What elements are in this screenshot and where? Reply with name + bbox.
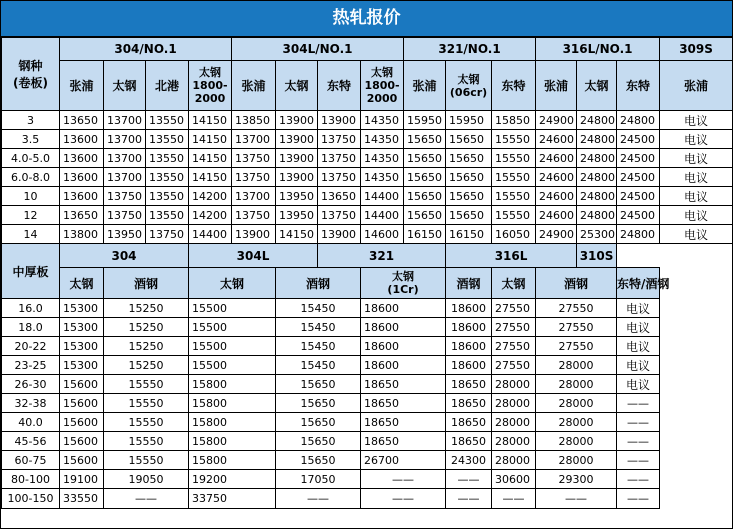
price-cell: 28000 — [536, 432, 617, 451]
price-cell: 13600 — [60, 149, 104, 168]
price-cell: 24500 — [617, 187, 660, 206]
grade-header: 309S — [660, 38, 733, 61]
row-label: 12 — [2, 206, 60, 225]
price-cell: 15600 — [60, 375, 104, 394]
price-cell: 28000 — [536, 413, 617, 432]
price-cell: 16150 — [446, 225, 492, 244]
price-cell: 14150 — [189, 130, 232, 149]
mill-header: 太钢 — [60, 268, 104, 299]
price-cell: 15650 — [276, 394, 361, 413]
mill-header: 太钢 — [492, 268, 536, 299]
price-cell: 15650 — [446, 187, 492, 206]
price-cell: 13900 — [318, 225, 361, 244]
price-cell: 24800 — [577, 206, 617, 225]
price-cell: 13700 — [104, 130, 146, 149]
row-label: 40.0 — [2, 413, 60, 432]
table-row — [2, 318, 733, 337]
table-row — [2, 413, 733, 432]
price-cell: 13750 — [146, 225, 189, 244]
row-label: 14 — [2, 225, 60, 244]
table-row — [2, 432, 733, 451]
price-cell: 15600 — [60, 432, 104, 451]
section-label-coil: 钢种 (卷板) — [2, 38, 60, 111]
price-cell: 18650 — [361, 394, 446, 413]
price-cell: 24500 — [617, 149, 660, 168]
price-cell: 24800 — [577, 187, 617, 206]
price-cell: 15250 — [104, 337, 189, 356]
row-label: 60-75 — [2, 451, 60, 470]
price-cell: 29300 — [536, 470, 617, 489]
price-cell: 13750 — [104, 206, 146, 225]
mill-header: 东特 — [617, 61, 660, 111]
price-cell: 15550 — [104, 432, 189, 451]
price-cell: 13550 — [146, 206, 189, 225]
price-cell: 24600 — [536, 130, 577, 149]
table-row — [2, 375, 733, 394]
price-cell: 28000 — [536, 356, 617, 375]
row-label: 6.0-8.0 — [2, 168, 60, 187]
price-cell: 18650 — [446, 394, 492, 413]
table-row — [2, 130, 733, 149]
price-cell: 18600 — [446, 337, 492, 356]
mill-header: 太钢 1800- 2000 — [189, 61, 232, 111]
price-cell: 13750 — [318, 149, 361, 168]
price-cell: 19050 — [104, 470, 189, 489]
price-cell: 18600 — [361, 318, 446, 337]
price-cell: 18650 — [361, 432, 446, 451]
price-cell: —— — [361, 489, 446, 509]
price-cell: 13750 — [232, 168, 276, 187]
price-cell: 电议 — [617, 318, 660, 337]
price-cell: 电议 — [617, 375, 660, 394]
row-label: 18.0 — [2, 318, 60, 337]
grade-header: 304L — [189, 244, 318, 268]
price-cell: 13850 — [232, 111, 276, 130]
row-label: 4.0-5.0 — [2, 149, 60, 168]
price-cell: 24900 — [536, 111, 577, 130]
price-cell: 18600 — [361, 356, 446, 375]
table-row — [2, 451, 733, 470]
price-cell: 15500 — [189, 337, 276, 356]
price-cell: 电议 — [660, 149, 733, 168]
mill-header: 张浦 — [536, 61, 577, 111]
grade-header: 304 — [60, 244, 189, 268]
table-row — [2, 206, 733, 225]
price-cell: 13750 — [104, 187, 146, 206]
table-row — [2, 356, 733, 375]
price-cell: —— — [446, 489, 492, 509]
price-cell: 电议 — [617, 356, 660, 375]
price-cell: 25300 — [577, 225, 617, 244]
price-cell: 13900 — [276, 168, 318, 187]
price-cell: 14350 — [361, 168, 404, 187]
price-cell: 24600 — [536, 206, 577, 225]
price-cell: 15800 — [189, 375, 276, 394]
row-label: 10 — [2, 187, 60, 206]
table-row — [2, 394, 733, 413]
price-cell: 15950 — [404, 111, 446, 130]
price-cell: 14350 — [361, 130, 404, 149]
price-cell: 15650 — [404, 130, 446, 149]
price-cell: 15650 — [276, 432, 361, 451]
price-cell: 19100 — [60, 470, 104, 489]
price-cell: 电议 — [660, 187, 733, 206]
price-cell: 13700 — [104, 168, 146, 187]
price-cell: 13950 — [276, 206, 318, 225]
price-cell: 28000 — [536, 375, 617, 394]
mill-header: 酒钢 — [104, 268, 189, 299]
price-cell: 24300 — [446, 451, 492, 470]
table-row — [2, 149, 733, 168]
price-cell: 15450 — [276, 337, 361, 356]
price-cell: 15300 — [60, 356, 104, 375]
price-cell: 18600 — [361, 337, 446, 356]
price-cell: 15250 — [104, 318, 189, 337]
mill-header: 太钢 — [577, 61, 617, 111]
table-row — [2, 168, 733, 187]
row-label: 20-22 — [2, 337, 60, 356]
price-cell: 15450 — [276, 299, 361, 318]
price-cell: 13650 — [60, 206, 104, 225]
price-cell: 15500 — [189, 299, 276, 318]
price-cell: —— — [617, 451, 660, 470]
price-cell: 14150 — [189, 149, 232, 168]
price-cell: 27550 — [492, 299, 536, 318]
price-cell: 18600 — [446, 299, 492, 318]
price-cell: 15950 — [446, 111, 492, 130]
price-cell: 18650 — [361, 413, 446, 432]
price-cell: —— — [617, 394, 660, 413]
price-cell: 15550 — [104, 413, 189, 432]
row-label: 32-38 — [2, 394, 60, 413]
price-cell: 33750 — [189, 489, 276, 509]
price-cell: 14200 — [189, 187, 232, 206]
price-cell: 13650 — [60, 111, 104, 130]
price-cell: 14350 — [361, 149, 404, 168]
mill-header: 东特/酒钢 — [617, 268, 660, 299]
price-cell: 18650 — [446, 375, 492, 394]
price-cell: 13950 — [104, 225, 146, 244]
price-cell: 15650 — [276, 375, 361, 394]
mill-header: 太钢 1800- 2000 — [361, 61, 404, 111]
price-cell: —— — [361, 470, 446, 489]
price-cell: 28000 — [492, 375, 536, 394]
price-cell: —— — [492, 489, 536, 509]
price-cell: 15450 — [276, 356, 361, 375]
mill-header: 酒钢 — [276, 268, 361, 299]
price-cell: 24600 — [536, 168, 577, 187]
price-cell: 27550 — [536, 299, 617, 318]
price-cell: 28000 — [492, 413, 536, 432]
price-cell: 27550 — [492, 337, 536, 356]
price-cell: 13600 — [60, 168, 104, 187]
price-cell: 15250 — [104, 356, 189, 375]
price-cell: 13550 — [146, 111, 189, 130]
mill-header: 东特 — [492, 61, 536, 111]
price-cell: 19200 — [189, 470, 276, 489]
price-cell: 14150 — [276, 225, 318, 244]
price-cell: 电议 — [660, 130, 733, 149]
price-cell: 30600 — [492, 470, 536, 489]
price-cell: 13550 — [146, 149, 189, 168]
price-cell: 14400 — [189, 225, 232, 244]
price-cell: 13900 — [232, 225, 276, 244]
price-cell: 电议 — [660, 168, 733, 187]
mill-header: 张浦 — [404, 61, 446, 111]
price-cell: 15550 — [492, 149, 536, 168]
price-cell: 18600 — [446, 318, 492, 337]
grade-header: 310S — [577, 244, 617, 268]
price-cell: —— — [617, 470, 660, 489]
price-cell: 28000 — [536, 394, 617, 413]
price-cell: 15800 — [189, 451, 276, 470]
price-cell: —— — [276, 489, 361, 509]
price-cell: 15500 — [189, 318, 276, 337]
price-cell: 13700 — [232, 187, 276, 206]
price-cell: 15550 — [104, 451, 189, 470]
price-cell: 24800 — [577, 168, 617, 187]
grade-header: 304/NO.1 — [60, 38, 232, 61]
mill-header: 太钢 (1Cr) — [361, 268, 446, 299]
price-cell: 15650 — [404, 168, 446, 187]
grade-header: 316L — [446, 244, 577, 268]
price-cell: 13650 — [318, 187, 361, 206]
mill-header: 酒钢 — [536, 268, 617, 299]
price-cell: 15550 — [492, 168, 536, 187]
mill-header: 太钢 (06cr) — [446, 61, 492, 111]
price-cell: 电议 — [660, 206, 733, 225]
price-cell: 14350 — [361, 111, 404, 130]
price-cell: 13750 — [318, 206, 361, 225]
price-cell: 26700 — [361, 451, 446, 470]
grade-header: 321/NO.1 — [404, 38, 536, 61]
price-cell: 16150 — [404, 225, 446, 244]
price-cell: 14600 — [361, 225, 404, 244]
price-cell: —— — [617, 432, 660, 451]
price-cell: 15600 — [60, 394, 104, 413]
price-cell: 13700 — [104, 111, 146, 130]
price-cell: 33550 — [60, 489, 104, 509]
price-cell: 13750 — [318, 130, 361, 149]
price-cell: —— — [536, 489, 617, 509]
price-cell: 15450 — [276, 318, 361, 337]
price-cell: 15650 — [446, 206, 492, 225]
price-cell: 24600 — [536, 187, 577, 206]
price-cell: 电议 — [660, 225, 733, 244]
price-cell: 13550 — [146, 168, 189, 187]
price-cell: 电议 — [660, 111, 733, 130]
price-cell: 18650 — [446, 413, 492, 432]
price-cell: 24500 — [617, 206, 660, 225]
price-cell: 14200 — [189, 206, 232, 225]
price-cell: 13900 — [276, 130, 318, 149]
price-cell: 27550 — [492, 356, 536, 375]
mill-header: 张浦 — [660, 61, 733, 111]
price-cell: 15650 — [404, 149, 446, 168]
price-cell: 15600 — [60, 413, 104, 432]
price-cell: 27550 — [536, 318, 617, 337]
page-title: 热轧报价 — [1, 1, 732, 37]
mill-header: 酒钢 — [446, 268, 492, 299]
price-cell: 24600 — [536, 149, 577, 168]
price-cell: 15550 — [104, 394, 189, 413]
row-label: 100-150 — [2, 489, 60, 509]
price-cell: 15300 — [60, 337, 104, 356]
price-cell: 24800 — [577, 149, 617, 168]
table-row — [2, 111, 733, 130]
price-cell: 14150 — [189, 111, 232, 130]
price-cell: —— — [617, 413, 660, 432]
price-cell: —— — [104, 489, 189, 509]
row-label: 16.0 — [2, 299, 60, 318]
price-cell: 18600 — [446, 356, 492, 375]
price-cell: 15800 — [189, 432, 276, 451]
section-label-plate: 中厚板 — [2, 244, 60, 299]
price-cell: 24500 — [617, 168, 660, 187]
price-cell: —— — [446, 470, 492, 489]
price-cell: 15850 — [492, 111, 536, 130]
price-cell: 18600 — [361, 299, 446, 318]
price-cell: 15300 — [60, 299, 104, 318]
price-cell: 24800 — [617, 111, 660, 130]
price-cell: —— — [617, 489, 660, 509]
price-cell: 24800 — [617, 225, 660, 244]
table-row — [2, 337, 733, 356]
mill-header: 张浦 — [232, 61, 276, 111]
price-cell: 15550 — [492, 187, 536, 206]
price-cell: 28000 — [492, 451, 536, 470]
price-cell: 15650 — [276, 413, 361, 432]
row-label: 3 — [2, 111, 60, 130]
price-cell: 28000 — [536, 451, 617, 470]
table-row — [2, 187, 733, 206]
row-label: 3.5 — [2, 130, 60, 149]
price-cell: 15650 — [446, 168, 492, 187]
price-cell: 15300 — [60, 318, 104, 337]
row-label: 23-25 — [2, 356, 60, 375]
price-cell: 13700 — [104, 149, 146, 168]
price-cell: 24800 — [577, 130, 617, 149]
price-cell: 14150 — [189, 168, 232, 187]
price-cell: 15500 — [189, 356, 276, 375]
price-cell: 15600 — [60, 451, 104, 470]
price-cell: 13600 — [60, 130, 104, 149]
price-cell: 15800 — [189, 413, 276, 432]
price-cell: 28000 — [492, 432, 536, 451]
price-cell: 24500 — [617, 130, 660, 149]
mill-header: 东特 — [318, 61, 361, 111]
price-cell: 18650 — [446, 432, 492, 451]
price-cell: 15650 — [404, 187, 446, 206]
table-row — [2, 299, 733, 318]
price-cell: 电议 — [617, 299, 660, 318]
price-cell: 15550 — [104, 375, 189, 394]
price-cell: 15800 — [189, 394, 276, 413]
mill-header: 太钢 — [104, 61, 146, 111]
price-cell: 13600 — [60, 187, 104, 206]
row-label: 80-100 — [2, 470, 60, 489]
price-cell: 13750 — [318, 168, 361, 187]
price-cell: 13550 — [146, 187, 189, 206]
price-cell: 14400 — [361, 187, 404, 206]
mill-header: 太钢 — [276, 61, 318, 111]
price-cell: 14400 — [361, 206, 404, 225]
price-cell: 13900 — [318, 111, 361, 130]
grade-header: 316L/NO.1 — [536, 38, 660, 61]
grade-header: 304L/NO.1 — [232, 38, 404, 61]
price-cell: 13900 — [276, 149, 318, 168]
price-cell: 13950 — [276, 187, 318, 206]
price-cell: 13800 — [60, 225, 104, 244]
price-cell: 17050 — [276, 470, 361, 489]
table-row — [2, 225, 733, 244]
price-cell: 电议 — [617, 337, 660, 356]
price-cell: 15650 — [404, 206, 446, 225]
price-cell: 15650 — [276, 451, 361, 470]
price-cell: 13750 — [232, 206, 276, 225]
price-cell: 15550 — [492, 130, 536, 149]
price-cell: 15550 — [492, 206, 536, 225]
price-cell: 15650 — [446, 149, 492, 168]
row-label: 26-30 — [2, 375, 60, 394]
price-cell: 28000 — [492, 394, 536, 413]
mill-header: 太钢 — [189, 268, 276, 299]
mill-header: 北港 — [146, 61, 189, 111]
row-label: 45-56 — [2, 432, 60, 451]
price-cell: 13750 — [232, 149, 276, 168]
price-cell: 27550 — [536, 337, 617, 356]
price-table — [1, 37, 733, 509]
price-cell: 13700 — [232, 130, 276, 149]
price-cell: 15650 — [446, 130, 492, 149]
table-row — [2, 489, 733, 509]
price-cell: 13900 — [276, 111, 318, 130]
grade-header: 321 — [318, 244, 446, 268]
table-row — [2, 470, 733, 489]
price-cell: 27550 — [492, 318, 536, 337]
mill-header: 张浦 — [60, 61, 104, 111]
price-cell: 24900 — [536, 225, 577, 244]
price-cell: 15250 — [104, 299, 189, 318]
price-cell: 24800 — [577, 111, 617, 130]
price-cell: 13550 — [146, 130, 189, 149]
price-cell: 16050 — [492, 225, 536, 244]
price-cell: 18650 — [361, 375, 446, 394]
